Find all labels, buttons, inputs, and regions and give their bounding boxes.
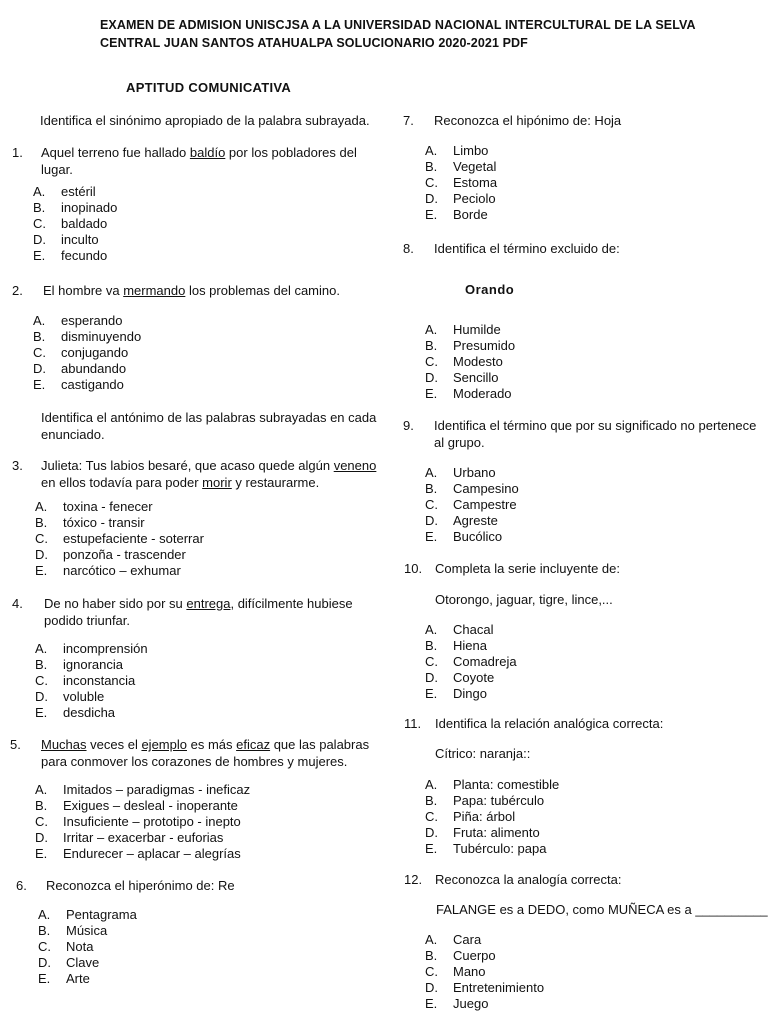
option-text: Tubérculo: papa — [453, 841, 547, 856]
option-text: Peciolo — [453, 191, 496, 206]
option-text: Endurecer – aplacar – alegrías — [63, 846, 241, 861]
option-letter: E. — [425, 686, 438, 701]
question-text: Identifica el término que por su significado no pertenece — [434, 418, 757, 433]
option-letter: D. — [425, 670, 438, 685]
option-text: Papa: tubérculo — [453, 793, 545, 808]
option-letter: E. — [35, 705, 48, 720]
underlined-word: veneno — [333, 458, 377, 473]
underlined-word: ejemplo — [141, 737, 187, 752]
option-letter: A. — [425, 322, 438, 337]
option-letter: A. — [33, 184, 46, 199]
option-letter: E. — [33, 248, 46, 263]
option-letter: B. — [35, 515, 48, 530]
question-text-part: en ellos todavía para poder — [41, 475, 203, 490]
underlined-word: entrega — [186, 596, 231, 611]
option-letter: C. — [425, 964, 438, 979]
option-letter: C. — [35, 673, 48, 688]
question-number: 12. — [404, 872, 423, 887]
question-text-part: De no haber sido por su — [44, 596, 187, 611]
option-text: Campestre — [453, 497, 517, 512]
option-text: Chacal — [453, 622, 494, 637]
option-text: Sencillo — [453, 370, 499, 385]
option-letter: A. — [425, 932, 438, 947]
option-letter: C. — [33, 216, 46, 231]
option-letter: E. — [38, 971, 51, 986]
option-text: Moderado — [453, 386, 512, 401]
option-text: Arte — [66, 971, 90, 986]
question-number: 5. — [10, 737, 21, 752]
question-text-line2: para conmover los corazones de hombres y mujeres. — [41, 754, 348, 769]
option-text: Juego — [453, 996, 489, 1011]
question-text-part: , difícilmente hubiese — [230, 596, 353, 611]
option-letter: B. — [35, 798, 48, 813]
option-text: Hiena — [453, 638, 487, 653]
question-text: Reconozca el hiperónimo de: Re — [46, 878, 235, 893]
question-text-part: Aquel terreno fue hallado — [41, 145, 190, 160]
question-text-part: por los pobladores del — [225, 145, 357, 160]
option-letter: C. — [38, 939, 51, 954]
option-text: Entretenimiento — [453, 980, 545, 995]
option-letter: C. — [425, 497, 438, 512]
option-letter: A. — [35, 641, 48, 656]
underlined-word: morir — [202, 475, 232, 490]
underlined-word: mermando — [123, 283, 186, 298]
question-text-line2: lugar. — [41, 162, 73, 177]
question-number: 11. — [404, 716, 422, 731]
option-letter: E. — [425, 996, 438, 1011]
option-letter: A. — [35, 782, 48, 797]
option-text: ponzoña - trascender — [63, 547, 186, 562]
synonym-instruction: Identifica el sinónimo apropiado de la palabra subrayada. — [40, 113, 370, 128]
question-number: 6. — [16, 878, 27, 893]
option-text: Humilde — [453, 322, 501, 337]
question-text-line2: al grupo. — [434, 435, 485, 450]
question-text — [41, 736, 369, 753]
question-text — [44, 595, 353, 612]
question-text-part: los problemas del camino. — [185, 283, 340, 298]
question-text — [41, 457, 376, 474]
question-text: Identifica la relación analógica correcta: — [435, 716, 664, 731]
option-letter: E. — [35, 563, 48, 578]
option-letter: B. — [425, 793, 438, 808]
option-text: Comadreja — [453, 654, 517, 669]
option-letter: B. — [35, 657, 48, 672]
option-letter: D. — [33, 361, 46, 376]
option-letter: E. — [425, 841, 438, 856]
option-text: disminuyendo — [61, 329, 142, 344]
question-text-line2: podido triunfar. — [44, 613, 131, 628]
option-text: tóxico - transir — [63, 515, 145, 530]
question-text-part: que las palabras — [270, 737, 370, 752]
option-text: Vegetal — [453, 159, 497, 174]
option-text: baldado — [61, 216, 108, 231]
question-text: Reconozca la analogía correcta: — [435, 872, 622, 887]
analogy-premise: Cítrico: naranja:: — [435, 746, 531, 761]
section-title: APTITUD COMUNICATIVA — [126, 80, 292, 95]
question-text-part: veces el — [86, 737, 142, 752]
option-text: Urbano — [453, 465, 496, 480]
option-text: Mano — [453, 964, 486, 979]
question-text-part: El hombre va — [43, 283, 124, 298]
option-text: incomprensión — [63, 641, 148, 656]
option-letter: E. — [425, 386, 438, 401]
option-letter: C. — [35, 531, 48, 546]
option-text: Clave — [66, 955, 100, 970]
option-letter: D. — [425, 191, 438, 206]
option-letter: A. — [33, 313, 46, 328]
instruction-line: enunciado. — [41, 427, 105, 442]
option-text: Música — [66, 923, 108, 938]
question-text-part: y restaurarme. — [231, 475, 320, 490]
option-text: desdicha — [63, 705, 116, 720]
question-text — [43, 282, 340, 299]
option-text: Bucólico — [453, 529, 503, 544]
option-letter: D. — [425, 980, 438, 995]
option-text: Campesino — [453, 481, 519, 496]
option-letter: D. — [425, 825, 438, 840]
question-text-part: es más — [186, 737, 237, 752]
option-letter: A. — [425, 143, 438, 158]
option-text: Piña: árbol — [453, 809, 516, 824]
underlined-word: baldío — [189, 145, 226, 160]
header-line-1: EXAMEN DE ADMISION UNISCJSA A LA UNIVERSIDAD NACIONAL INTERCULTURAL DE LA SELVA — [100, 18, 696, 32]
question-number: 4. — [12, 596, 23, 611]
option-text: Imitados – paradigmas - ineficaz — [63, 782, 251, 797]
option-text: Borde — [453, 207, 488, 222]
option-text: Presumido — [453, 338, 516, 353]
option-letter: D. — [35, 830, 48, 845]
option-letter: E. — [33, 377, 46, 392]
option-text: Pentagrama — [66, 907, 137, 922]
option-text: Insuficiente – prototipo - inepto — [63, 814, 241, 829]
question-number: 8. — [403, 241, 414, 256]
option-letter: C. — [425, 809, 438, 824]
option-text: toxina - fenecer — [63, 499, 153, 514]
question-text: Completa la serie incluyente de: — [435, 561, 620, 576]
question-text — [41, 144, 357, 161]
option-letter: A. — [425, 622, 438, 637]
option-text: abundando — [61, 361, 127, 376]
document-header — [100, 16, 700, 52]
option-letter: E. — [425, 207, 438, 222]
question-text-part: Julieta: Tus labios besaré, que acaso quede algún — [41, 458, 334, 473]
option-text: Dingo — [453, 686, 487, 701]
question-number: 9. — [403, 418, 414, 433]
option-letter: E. — [425, 529, 438, 544]
option-letter: D. — [425, 513, 438, 528]
option-letter: B. — [33, 329, 46, 344]
option-letter: C. — [425, 654, 438, 669]
question-number: 10. — [404, 561, 423, 576]
option-letter: B. — [425, 159, 438, 174]
option-text: Agreste — [453, 513, 498, 528]
option-letter: D. — [35, 547, 48, 562]
option-text: Limbo — [453, 143, 489, 158]
question-number: 3. — [12, 458, 23, 473]
option-text: Cuerpo — [453, 948, 496, 963]
option-letter: B. — [38, 923, 51, 938]
option-text: conjugando — [61, 345, 129, 360]
option-text: narcótico – exhumar — [63, 563, 181, 578]
option-text: estéril — [61, 184, 96, 199]
series-text: Otorongo, jaguar, tigre, lince,... — [435, 592, 613, 607]
option-letter: B. — [33, 200, 46, 215]
option-letter: D. — [33, 232, 46, 247]
analogy-premise: FALANGE es a DEDO, como MUÑECA es a __________ — [436, 902, 768, 917]
option-text: inopinado — [61, 200, 118, 215]
excluded-term-word: Orando — [465, 282, 515, 297]
option-letter: D. — [38, 955, 51, 970]
option-letter: B. — [425, 638, 438, 653]
question-number: 2. — [12, 283, 23, 298]
option-text: esperando — [61, 313, 123, 328]
option-text: Irritar – exacerbar - euforias — [63, 830, 224, 845]
header-line-2: CENTRAL JUAN SANTOS ATAHUALPA SOLUCIONARIO 2020-2021 PDF — [100, 36, 528, 50]
question-text: Reconozca el hipónimo de: Hoja — [434, 113, 622, 128]
option-text: inconstancia — [63, 673, 136, 688]
option-letter: C. — [425, 354, 438, 369]
option-letter: B. — [425, 948, 438, 963]
option-letter: A. — [425, 777, 438, 792]
option-letter: E. — [35, 846, 48, 861]
instruction-line: Identifica el antónimo de las palabras subrayadas en cada — [41, 410, 377, 425]
question-text-line2 — [41, 474, 319, 491]
option-text: Modesto — [453, 354, 503, 369]
option-letter: D. — [425, 370, 438, 385]
option-text: Coyote — [453, 670, 495, 685]
option-letter: C. — [33, 345, 46, 360]
option-letter: A. — [35, 499, 48, 514]
option-letter: A. — [38, 907, 51, 922]
option-text: ignorancia — [63, 657, 123, 672]
question-text: Identifica el término excluido de: — [434, 241, 620, 256]
antonym-instruction — [41, 409, 386, 443]
underlined-word: Muchas — [41, 737, 87, 752]
option-text: Nota — [66, 939, 94, 954]
option-letter: A. — [425, 465, 438, 480]
option-text: voluble — [63, 689, 105, 704]
option-text: Planta: comestible — [453, 777, 560, 792]
option-text: Cara — [453, 932, 482, 947]
option-text: inculto — [61, 232, 99, 247]
underlined-word: eficaz — [236, 737, 271, 752]
option-text: estupefaciente - soterrar — [63, 531, 204, 546]
option-letter: B. — [425, 481, 438, 496]
question-number: 7. — [403, 113, 414, 128]
option-letter: C. — [425, 175, 438, 190]
option-text: Fruta: alimento — [453, 825, 540, 840]
option-text: fecundo — [61, 248, 108, 263]
question-number: 1. — [12, 145, 23, 160]
option-letter: C. — [35, 814, 48, 829]
option-letter: B. — [425, 338, 438, 353]
option-letter: D. — [35, 689, 48, 704]
option-text: castigando — [61, 377, 124, 392]
option-text: Estoma — [453, 175, 498, 190]
option-text: Exigues – desleal - inoperante — [63, 798, 238, 813]
